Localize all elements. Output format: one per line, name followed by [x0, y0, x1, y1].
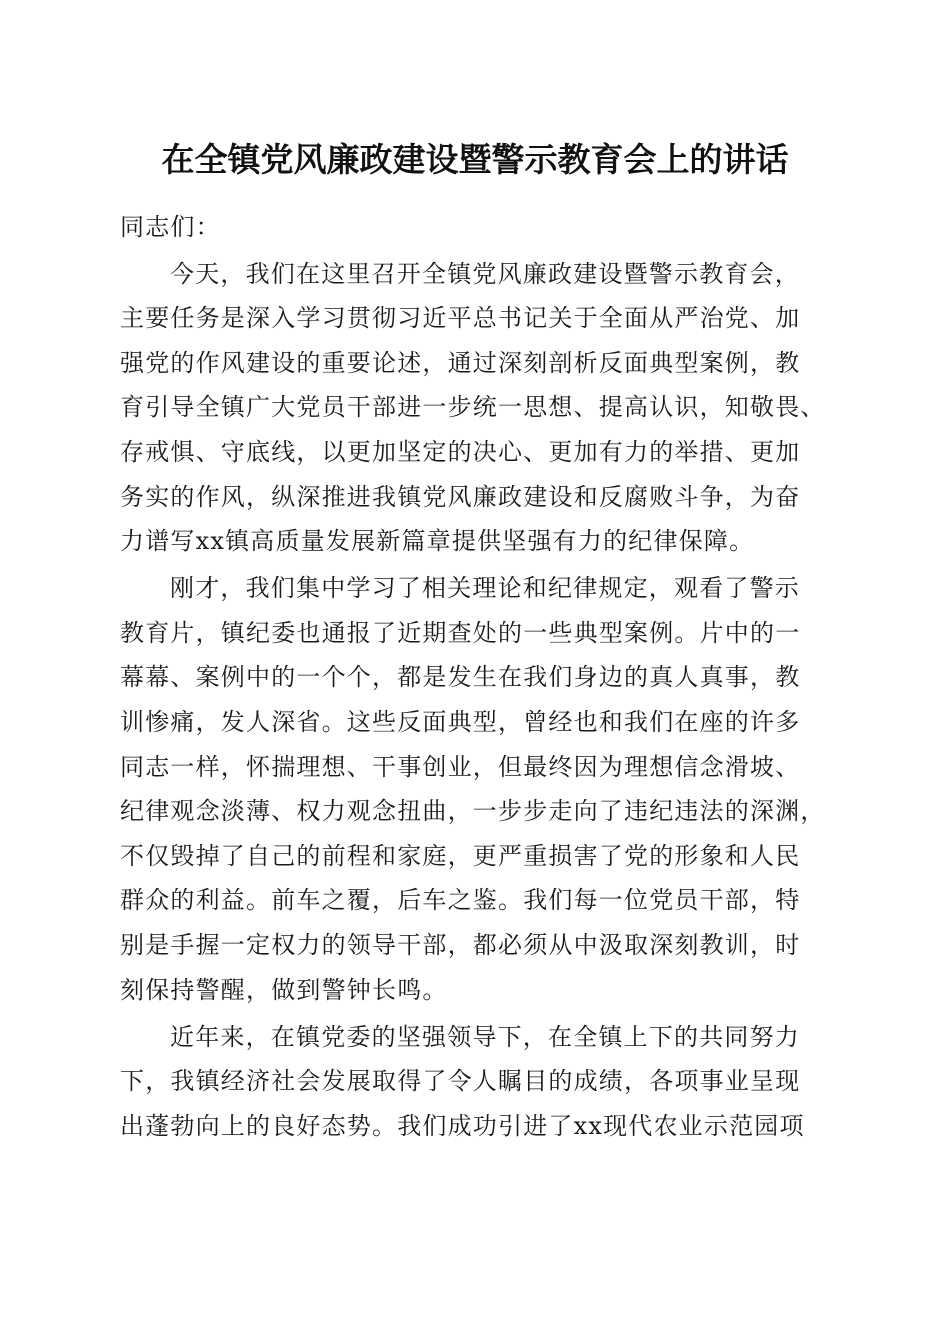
- paragraph-line: 主要任务是深入学习贯彻习近平总书记关于全面从严治党、加: [120, 304, 801, 333]
- paragraph-line: 近年来，在镇党委的坚强领导下，在全镇上下的共同努力: [170, 1022, 800, 1051]
- paragraph-line: 不仅毁掉了自己的前程和家庭，更严重损害了党的形象和人民: [120, 841, 801, 870]
- paragraph-line: 出蓬勃向上的良好态势。我们成功引进了xx现代农业示范园项: [120, 1111, 805, 1140]
- paragraph-line: 强党的作风建设的重要论述，通过深刻剖析反面典型案例，教: [120, 348, 801, 377]
- document-body: [120, 205, 838, 1151]
- paragraph-line: 训惨痛，发人深省。这些反面典型，曾经也和我们在座的许多: [120, 708, 801, 737]
- paragraph-line: 务实的作风，纵深推进我镇党风廉政建设和反腐败斗争，为奋: [120, 482, 801, 511]
- paragraph-line: 同志一样，怀揣理想、干事创业，但最终因为理想信念滑坡、: [120, 752, 801, 781]
- paragraph-2: [120, 566, 838, 1012]
- paragraph-line: 刚才，我们集中学习了相关理论和纪律规定，观看了警示: [170, 574, 800, 603]
- paragraph-line: 别是手握一定权力的领导干部，都必须从中汲取深刻教训，时: [120, 931, 801, 959]
- paragraph-line: 幕幕、案例中的一个个，都是发生在我们身边的真人真事，教: [120, 663, 801, 692]
- paragraph-line: 育引导全镇广大党员干部进一步统一思想、提高认识，知敬畏、: [120, 393, 826, 422]
- paragraph-line: 纪律观念淡薄、权力观念扭曲，一步步走向了违纪违法的深渊，: [120, 797, 826, 826]
- paragraph-line: 下，我镇经济社会发展取得了令人瞩目的成绩，各项事业呈现: [120, 1067, 801, 1096]
- paragraph-line: 今天，我们在这里召开全镇党风廉政建设暨警示教育会，: [170, 259, 800, 288]
- greeting: 同志们：: [120, 213, 221, 241]
- paragraph-line: 刻保持警醒，做到警钟长鸣。: [120, 975, 448, 1004]
- paragraph-line: 群众的利益。前车之覆，后车之鉴。我们每一位党员干部，特: [120, 886, 801, 915]
- paragraph-line: 存戒惧、守底线，以更加坚定的决心、更加有力的举措、更加: [120, 437, 801, 466]
- paragraph-1: [120, 252, 838, 564]
- document-title: 在全镇党风廉政建设暨警示教育会上的讲话: [161, 140, 789, 179]
- paragraph-3: [120, 1015, 838, 1149]
- paragraph-line: 力谱写xx镇高质量发展新篇章提供坚强有力的纪律保障。: [120, 527, 755, 556]
- paragraph-line: 教育片，镇纪委也通报了近期查处的一些典型案例。片中的一: [120, 618, 801, 647]
